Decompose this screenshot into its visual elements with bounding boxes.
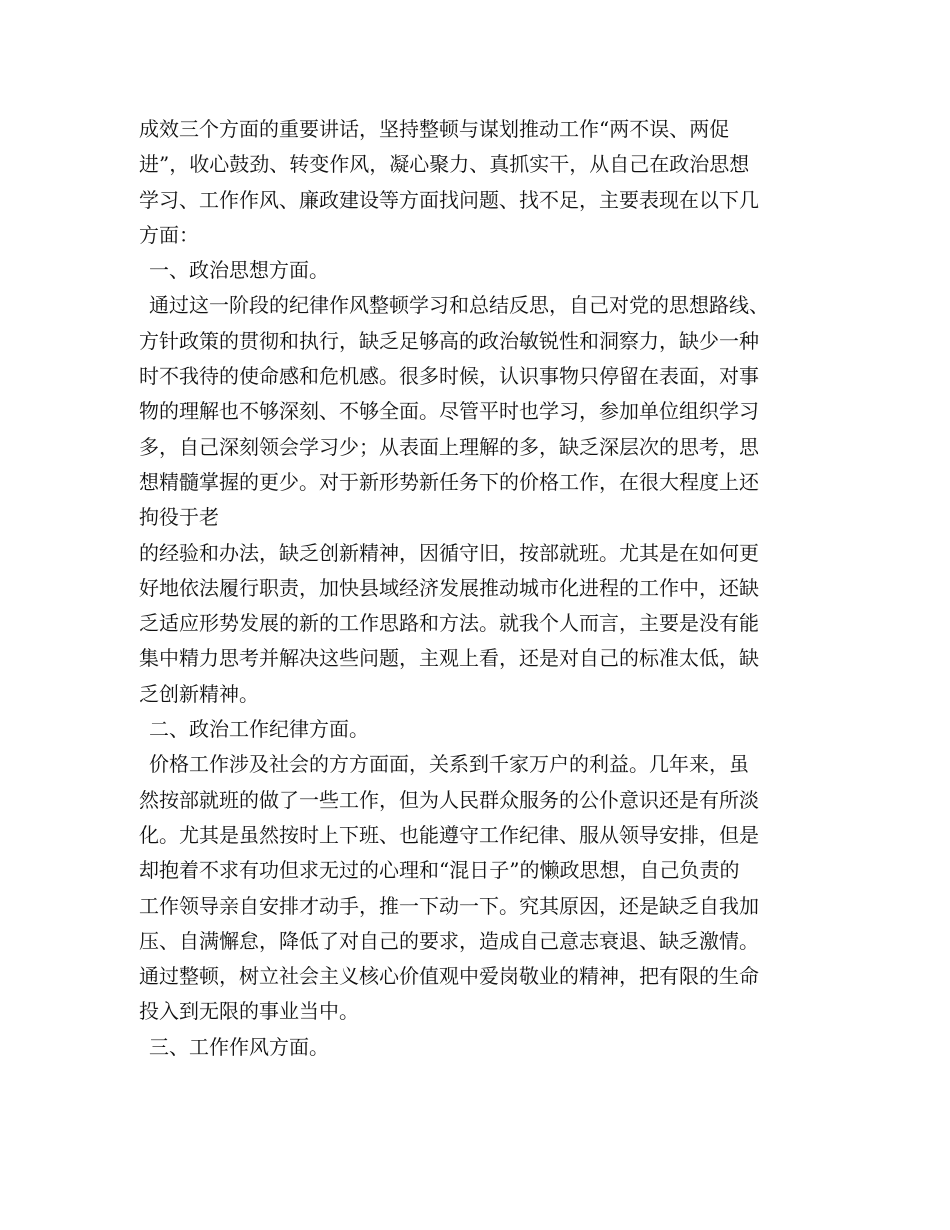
- section-heading-work-discipline: 二、政治工作纪律方面。: [149, 717, 369, 742]
- body-line: 压、自满懈怠，降低了对自己的要求，造成自己意志衰退、缺乏激情。: [139, 928, 759, 953]
- body-line: 想精髓掌握的更少。对于新形势新任务下的价格工作，在很大程度上还: [139, 469, 759, 494]
- body-line: 进”，收心鼓劲、转变作风，凝心聚力、真抓实干，从自己在政治思想: [139, 152, 750, 177]
- body-line: 化。尤其是虽然按时上下班、也能遵守工作纪律、服从领导安排，但是: [139, 822, 759, 847]
- body-line: 好地依法履行职责，加快县域经济发展推动城市化进程的工作中，还缺: [139, 575, 759, 600]
- body-line: 的经验和办法，缺乏创新精神，因循守旧，按部就班。尤其是在如何更: [139, 540, 759, 565]
- body-line: 成效三个方面的重要讲话，坚持整顿与谋划推动工作“两不误、两促: [139, 117, 730, 141]
- body-line: 乏创新精神。: [139, 681, 259, 706]
- body-line: 集中精力思考并解决这些问题，主观上看，还是对自己的标准太低，缺: [139, 646, 759, 671]
- body-line: 通过这一阶段的纪律作风整顿学习和总结反思，自己对党的思想路线、: [149, 293, 769, 318]
- body-line: 学习、工作作风、廉政建设等方面找问题、找不足，主要表现在以下几: [139, 187, 759, 212]
- section-heading-work-style: 三、工作作风方面。: [149, 1034, 329, 1059]
- body-line: 物的理解也不够深刻、不够全面。尽管平时也学习，参加单位组织学习: [139, 399, 759, 424]
- body-line: 通过整顿，树立社会主义核心价值观中爱岗敬业的精神，把有限的生命: [139, 964, 759, 989]
- body-line: 然按部就班的做了一些工作，但为人民群众服务的公仆意识还是有所淡: [139, 787, 759, 812]
- body-line: 乏适应形势发展的新的工作思路和方法。就我个人而言，主要是没有能: [139, 611, 759, 636]
- body-line: 工作领导亲自安排才动手，推一下动一下。究其原因，还是缺乏自我加: [139, 893, 759, 918]
- body-line: 却抱着不求有功但求无过的心理和“混日子”的懒政思想，自己负责的: [139, 858, 740, 883]
- document-body: [139, 112, 829, 1065]
- body-line: 价格工作涉及社会的方方面面，关系到千家万户的利益。几年来，虽: [149, 752, 749, 777]
- body-line: 方面：: [139, 222, 199, 247]
- body-line: 投入到无限的事业当中。: [139, 999, 359, 1024]
- section-heading-political-thought: 一、政治思想方面。: [149, 258, 329, 283]
- body-line: 拘役于老: [139, 505, 219, 530]
- body-line: 时不我待的使命感和危机感。很多时候，认识事物只停留在表面，对事: [139, 364, 759, 389]
- body-line: 多，自己深刻领会学习少；从表面上理解的多，缺乏深层次的思考，思: [139, 434, 759, 459]
- body-line: 方针政策的贯彻和执行，缺乏足够高的政治敏锐性和洞察力，缺少一种: [139, 328, 759, 353]
